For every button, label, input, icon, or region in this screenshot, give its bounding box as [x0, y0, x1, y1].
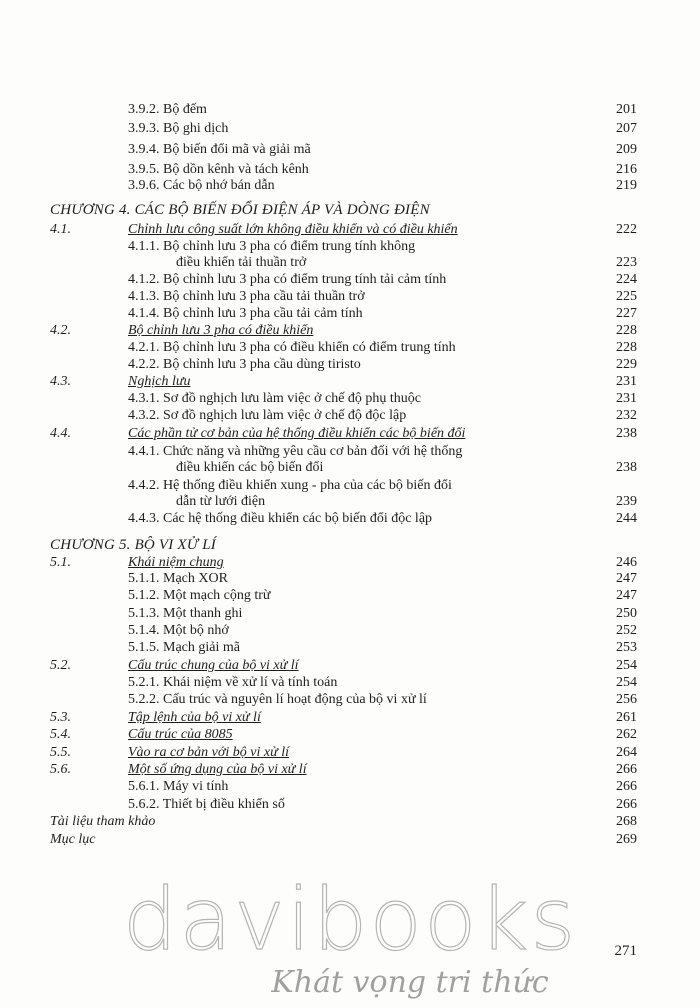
watermark-tagline: Khát vọng tri thức	[271, 965, 549, 1000]
toc-entry-text: 4.1.3. Bộ chỉnh lưu 3 pha cầu tải thuần trở	[128, 289, 365, 304]
toc-entry	[0, 271, 700, 289]
toc-entry-page: 223	[616, 255, 637, 270]
toc-entry-page: 225	[616, 289, 637, 304]
toc-entry-page: 253	[616, 640, 637, 655]
section-number: 4.1.	[50, 222, 71, 237]
toc-entry-text: 4.1.1. Bộ chỉnh lưu 3 pha có điểm trung tính không	[128, 239, 416, 254]
toc-entry-page: 254	[616, 675, 637, 690]
toc-entry-page: 266	[616, 779, 637, 794]
toc-entry-text: 4.3.1. Sơ đồ nghịch lưu làm việc ở chế độ phụ thuộc	[128, 391, 422, 406]
toc-entry-text: 5.6.2. Thiết bị điều khiển số	[128, 797, 285, 812]
toc-entry-text: 5.1.5. Mạch giải mã	[128, 640, 240, 655]
toc-entry-page: 238	[616, 460, 637, 475]
toc-entry	[0, 356, 700, 374]
toc-entry-text: 5.2.2. Cấu trúc và nguyên lí hoạt động của bộ vi xử lí	[128, 692, 427, 707]
toc-entry	[0, 796, 700, 814]
toc-entry-page: 269	[616, 832, 637, 847]
toc-entry-text: 4.1.2. Bộ chỉnh lưu 3 pha có điểm trung tính tải cảm tính	[128, 272, 447, 287]
toc-entry	[0, 177, 700, 195]
section-title: Vào ra cơ bản với bộ vi xử lí	[128, 745, 289, 760]
section-number: 5.6.	[50, 762, 71, 777]
chapter-heading	[0, 536, 700, 554]
toc-entry	[0, 407, 700, 425]
toc-entry-page: 238	[616, 426, 637, 441]
toc-entry	[0, 639, 700, 657]
toc-entry-text: 4.2.2. Bộ chỉnh lưu 3 pha cầu dùng tiristo	[128, 357, 361, 372]
toc-entry	[0, 622, 700, 640]
watermark-brand: davibooks	[122, 870, 578, 970]
toc-entry	[0, 605, 700, 623]
toc-entry-page: 219	[616, 178, 637, 193]
toc-entry	[0, 510, 700, 528]
toc-entry-page: 231	[616, 391, 637, 406]
toc-entry-text: Tài liệu tham khảo	[50, 814, 156, 829]
toc-front-matter	[0, 813, 700, 831]
toc-entry-text: 4.4.3. Các hệ thống điều khiển các bộ biến đổi độc lập	[128, 511, 433, 526]
toc-section	[0, 726, 700, 744]
section-number: 4.4.	[50, 426, 71, 441]
toc-section	[0, 744, 700, 762]
toc-entry-page: 239	[616, 494, 637, 509]
toc-entry	[0, 674, 700, 692]
toc-entry-page: 266	[616, 762, 637, 777]
section-title: Một số ứng dụng của bộ vi xử lí	[128, 762, 307, 777]
toc-entry	[0, 288, 700, 306]
toc-entry-page: 228	[616, 323, 637, 338]
toc-entry-text: 4.1.4. Bộ chỉnh lưu 3 pha cầu tải cảm tính	[128, 306, 363, 321]
toc-entry	[0, 459, 700, 477]
chapter-title: CHƯƠNG 4. CÁC BỘ BIẾN ĐỔI ĐIỆN ÁP VÀ DÒNG ĐIỆN	[50, 202, 430, 218]
section-title: Khái niệm chung	[128, 555, 224, 570]
toc-entry-page: 228	[616, 340, 637, 355]
toc-entry-page: 216	[616, 162, 637, 177]
section-number: 4.3.	[50, 374, 71, 389]
toc-entry-page: 207	[616, 121, 637, 136]
section-number: 5.4.	[50, 727, 71, 742]
toc-entry	[0, 120, 700, 138]
toc-entry-text: 3.9.2. Bộ đếm	[128, 102, 207, 117]
section-title: Cấu trúc của 8085	[128, 727, 233, 742]
toc-entry	[0, 141, 700, 159]
toc-entry-page: 246	[616, 555, 637, 570]
toc-entry	[0, 305, 700, 323]
toc-entry-page: 244	[616, 511, 637, 526]
section-title: Chỉnh lưu công suất lớn không điều khiển và có điều khiển	[128, 222, 458, 237]
toc-entry-page: 231	[616, 374, 637, 389]
toc-entry-text-continued: điều khiển các bộ biến đổi	[176, 460, 324, 475]
toc-entry-page: 252	[616, 623, 637, 638]
toc-entry-text: 5.1.3. Một thanh ghi	[128, 606, 243, 621]
section-number: 4.2.	[50, 323, 71, 338]
toc-entry-text: 5.1.1. Mạch XOR	[128, 571, 228, 586]
toc-section	[0, 373, 700, 391]
toc-section	[0, 322, 700, 340]
toc-entry-text: 4.4.2. Hệ thống điều khiển xung - pha của các bộ biến đổi	[128, 478, 452, 493]
toc-entry-page: 250	[616, 606, 637, 621]
toc-entry-page: 229	[616, 357, 637, 372]
toc-entry-text: 3.9.6. Các bộ nhớ bán dẫn	[128, 178, 275, 193]
section-number: 5.2.	[50, 658, 71, 673]
toc-entry-text: 5.6.1. Máy vi tính	[128, 779, 229, 794]
toc-entry-page: 209	[616, 142, 637, 157]
section-title: Bộ chỉnh lưu 3 pha có điều khiển	[128, 323, 314, 338]
section-number: 5.1.	[50, 555, 71, 570]
chapter-heading	[0, 201, 700, 219]
toc-entry-page: 266	[616, 797, 637, 812]
toc-entry-page: 247	[616, 588, 637, 603]
toc-entry	[0, 587, 700, 605]
toc-entry-text: 4.2.1. Bộ chỉnh lưu 3 pha có điều khiển có điểm trung tính	[128, 340, 456, 355]
toc-entry-text: Mục lục	[50, 832, 96, 847]
section-title: Nghịch lưu	[128, 374, 191, 389]
toc-entry-page: 222	[616, 222, 637, 237]
toc-entry-page: 268	[616, 814, 637, 829]
page-number: 271	[614, 943, 637, 959]
toc-entry	[0, 101, 700, 119]
toc-entry	[0, 691, 700, 709]
toc-entry-page: 247	[616, 571, 637, 586]
toc-section	[0, 761, 700, 779]
toc-entry-page: 201	[616, 102, 637, 117]
toc-entry-page: 256	[616, 692, 637, 707]
section-number: 5.5.	[50, 745, 71, 760]
toc-entry-text: 4.4.1. Chức năng và những yêu cầu cơ bản đối với hệ thống	[128, 444, 463, 459]
toc-entry	[0, 778, 700, 796]
toc-entry-page: 232	[616, 408, 637, 423]
toc-entry-text: 3.9.5. Bộ dồn kênh và tách kênh	[128, 162, 309, 177]
toc-entry-text: 5.1.4. Một bộ nhớ	[128, 623, 229, 638]
toc-entry-page: 224	[616, 272, 637, 287]
toc-section	[0, 709, 700, 727]
toc-section	[0, 221, 700, 239]
chapter-title: CHƯƠNG 5. BỘ VI XỬ LÍ	[50, 537, 216, 553]
toc-entry-text: 5.1.2. Một mạch cộng trừ	[128, 588, 271, 603]
toc-entry-page: 254	[616, 658, 637, 673]
toc-section	[0, 425, 700, 443]
toc-front-matter	[0, 831, 700, 849]
section-number: 5.3.	[50, 710, 71, 725]
toc-entry-text-continued: dẫn từ lưới điện	[176, 494, 266, 509]
toc-entry-page: 227	[616, 306, 637, 321]
toc-entry-page: 264	[616, 745, 637, 760]
toc-entry-text-continued: điều khiển tải thuần trở	[176, 255, 307, 270]
toc-entry	[0, 570, 700, 588]
section-title: Các phần tử cơ bản của hệ thống điều khiển các bộ biến đổi	[128, 426, 466, 441]
section-title: Tập lệnh của bộ vi xử lí	[128, 710, 261, 725]
toc-entry-page: 262	[616, 727, 637, 742]
toc-entry-text: 3.9.3. Bộ ghi dịch	[128, 121, 229, 136]
toc-entry-text: 4.3.2. Sơ đồ nghịch lưu làm việc ở chế độ độc lập	[128, 408, 407, 423]
toc-entry-text: 5.2.1. Khái niệm về xử lí và tính toán	[128, 675, 338, 690]
toc-entry	[0, 390, 700, 408]
toc-entry	[0, 493, 700, 511]
toc-entry-text: 3.9.4. Bộ biến đổi mã và giải mã	[128, 142, 311, 157]
toc-entry	[0, 339, 700, 357]
toc-entry	[0, 254, 700, 272]
toc-section	[0, 657, 700, 675]
section-title: Cấu trúc chung của bộ vi xử lí	[128, 658, 299, 673]
toc-entry-page: 261	[616, 710, 637, 725]
